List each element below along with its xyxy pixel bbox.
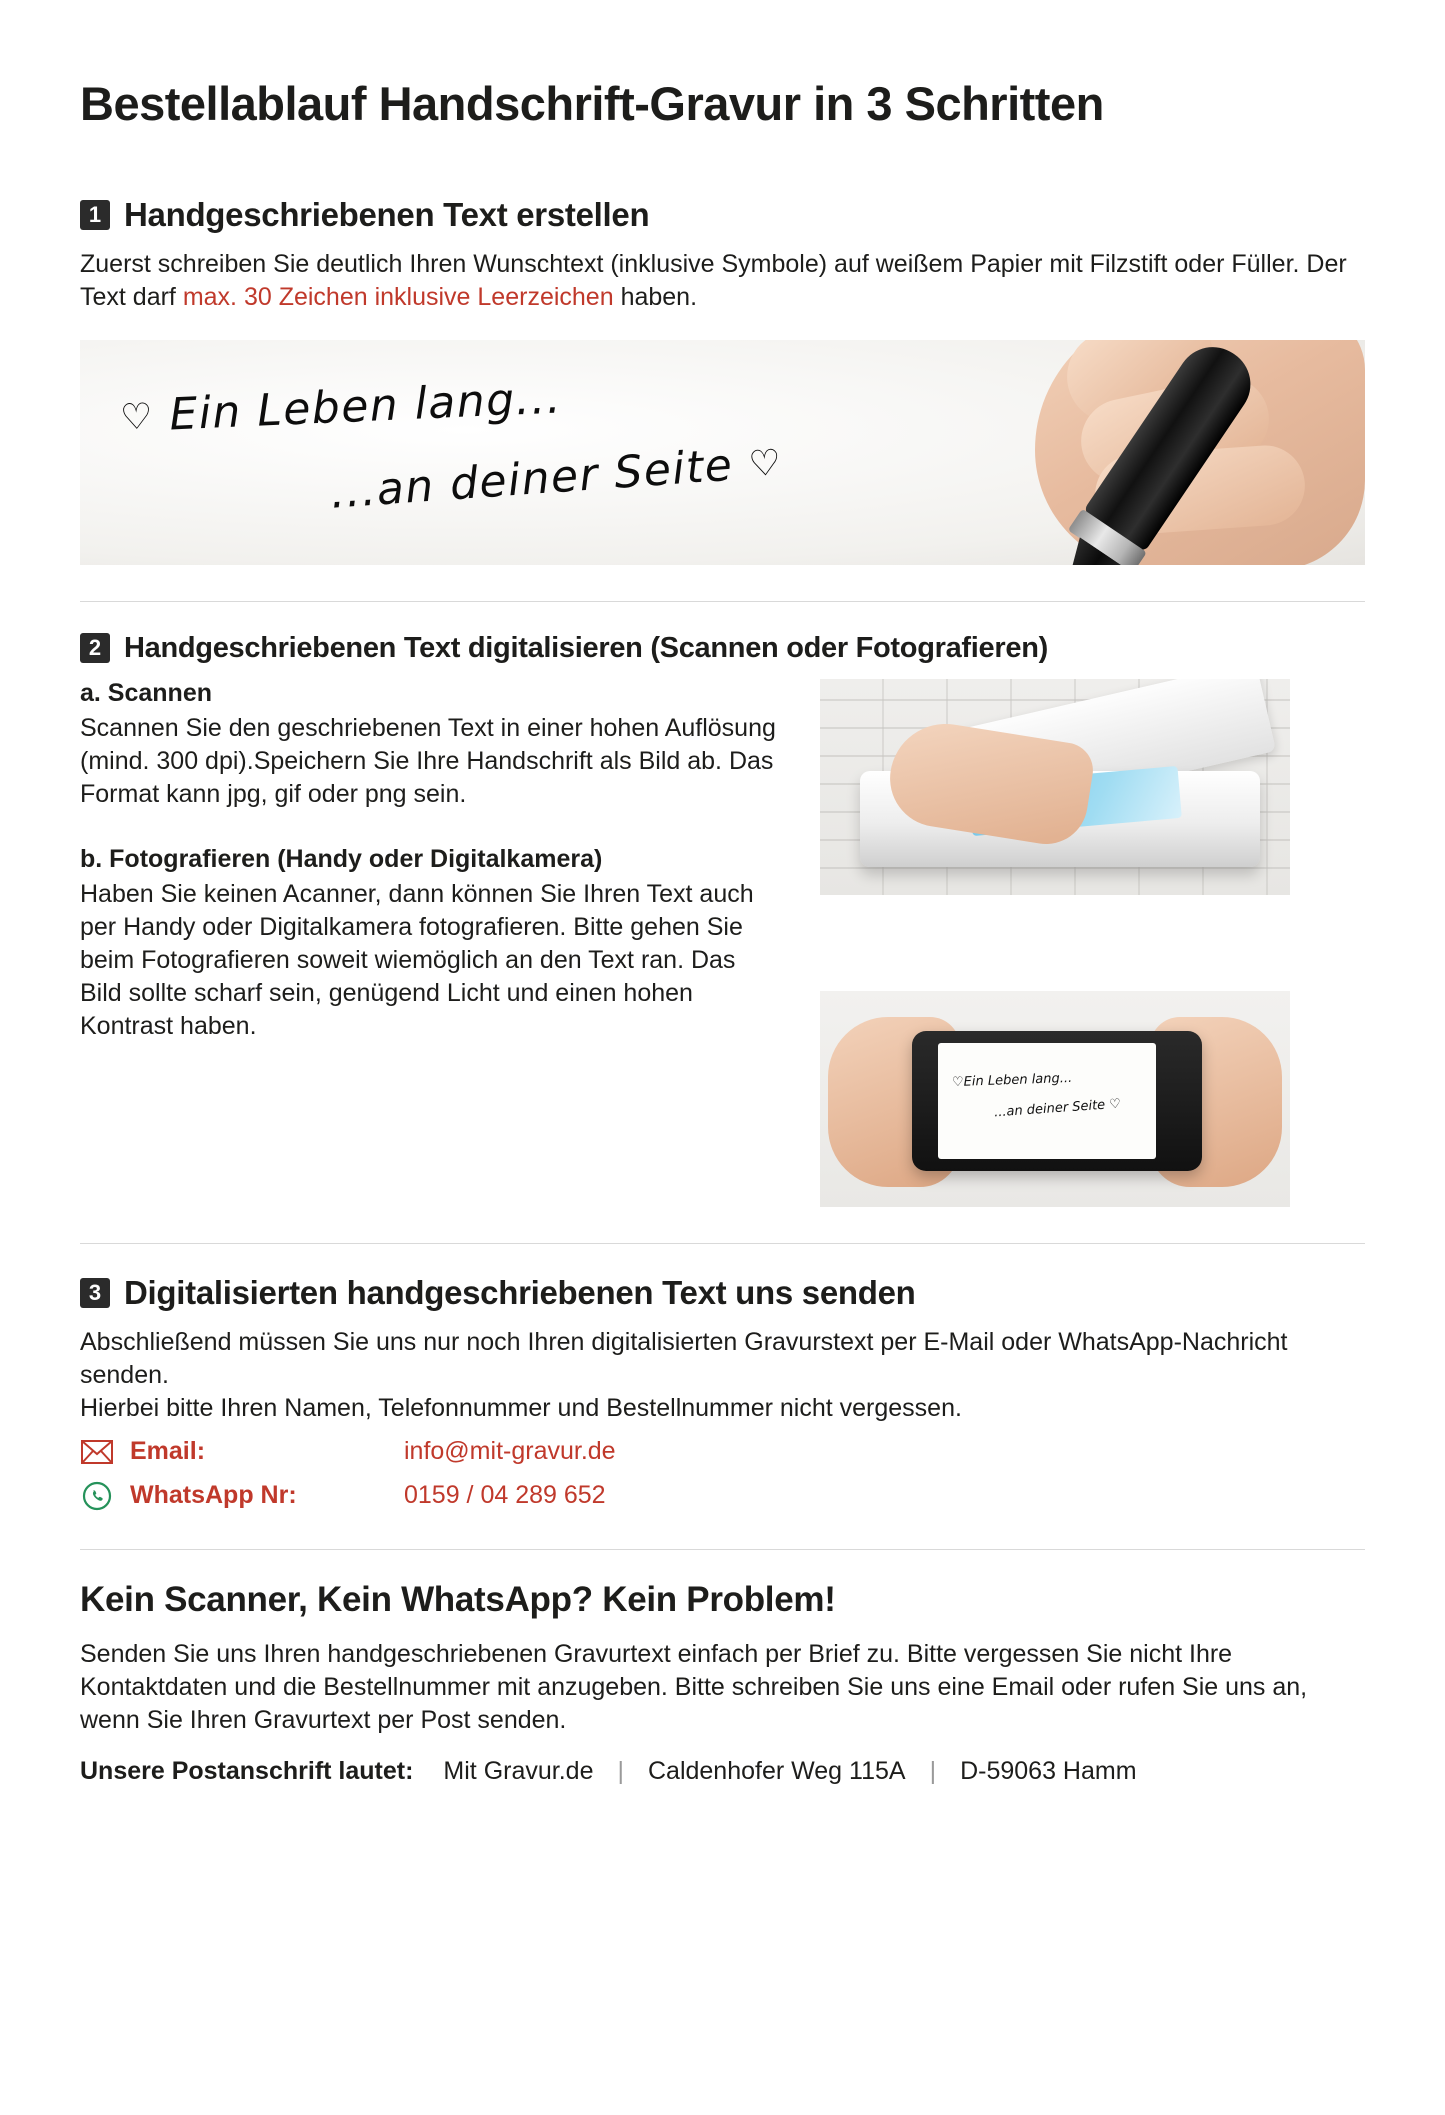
postal-address-street: Caldenhofer Weg 115A — [647, 1756, 906, 1785]
step-1-text-before: Zuerst schreiben Sie deutlich Ihren Wunschtext (inklusive Symbole) auf weißem Papier mit Filzstift oder Füller. Der Text darf — [80, 249, 1347, 311]
document-content — [80, 78, 1365, 1786]
divider-2 — [80, 1243, 1365, 1244]
whatsapp-label: WhatsApp Nr: — [130, 1481, 297, 1510]
step-3-paragraph-1: Abschließend müssen Sie uns nur noch Ihren digitalisierten Gravurstext per E-Mail oder WhatsApp-Nachricht senden. — [80, 1327, 1288, 1389]
heart-icon: ♡ — [119, 395, 155, 439]
handwriting-photo — [80, 340, 1365, 565]
divider-3 — [80, 1549, 1365, 1550]
step-1-text-after: haben. — [613, 282, 698, 311]
step-3-title: Digitalisierten handgeschriebenen Text uns senden — [124, 1273, 916, 1311]
postal-address-row — [80, 1757, 1365, 1786]
footer-text: Senden Sie uns Ihren handgeschriebenen Gravurtext einfach per Brief zu. Bitte vergessen Sie nicht Ihre Kontaktdaten und die Bestellnummer mit anzugeben. Bitte schreiben Sie uns eine Email oder rufen Sie uns an, wenn Sie Ihren Gravurtext per Post senden. — [80, 1639, 1308, 1734]
footer-title: Kein Scanner, Kein WhatsApp? Kein Problem! — [80, 1579, 836, 1619]
step-3-paragraph-2: Hierbei bitte Ihren Namen, Telefonnummer und Bestellnummer nicht vergessen. — [80, 1393, 962, 1422]
step-2b-subtitle: b. Fotografieren (Handy oder Digitalkamera) — [80, 844, 603, 873]
phone-handwriting-line-2: ...an deiner Seite ♡ — [993, 1096, 1122, 1121]
step-1-section — [80, 196, 1365, 565]
postal-separator-2: | — [929, 1756, 937, 1785]
postal-separator-1: | — [617, 1756, 624, 1785]
step-1-highlight: max. 30 Zeichen inklusive Leerzeichen — [182, 282, 614, 311]
heart-icon-2: ♡ — [747, 441, 784, 486]
step-1-text — [80, 248, 1365, 314]
email-value[interactable]: info@mit-gravur.de — [404, 1437, 616, 1466]
smartphone-photo — [820, 991, 1290, 1207]
step-2-title: Handgeschriebenen Text digitalisieren (Scannen oder Fotografieren) — [124, 631, 1048, 664]
postal-address-company: Mit Gravur.de — [443, 1756, 594, 1785]
step-2a-subtitle: a. Scannen — [80, 678, 212, 707]
step-1-header — [80, 196, 1365, 234]
divider-1 — [80, 601, 1365, 602]
phone-handwriting-line-1: ♡Ein Leben lang... — [951, 1070, 1073, 1090]
scanner-photo — [820, 679, 1290, 895]
step-2-columns — [80, 679, 1365, 1207]
step-2a-text: Scannen Sie den geschriebenen Text in einer hohen Auflösung (mind. 300 dpi).Speichern Sie Ihre Handschrift als Bild ab. Das Format kann jpg, gif oder png sein. — [80, 713, 776, 808]
contact-row-whatsapp — [80, 1479, 1365, 1513]
postal-address-label: Unsere Postanschrift lautet: — [80, 1756, 414, 1785]
step-2-section — [80, 632, 1365, 1207]
step-3-number-badge: 3 — [80, 1278, 110, 1308]
step-3-section — [80, 1274, 1365, 1513]
whatsapp-icon — [80, 1479, 114, 1513]
whatsapp-value[interactable]: 0159 / 04 289 652 — [404, 1481, 606, 1510]
step-2-image-column — [820, 679, 1290, 1207]
step-2-number-badge: 2 — [80, 633, 110, 663]
envelope-icon — [80, 1435, 114, 1469]
handwriting-line-1-text: Ein Leben lang... — [168, 372, 564, 441]
email-label: Email: — [130, 1437, 206, 1466]
postal-address-city: D-59063 Hamm — [960, 1756, 1137, 1785]
step-2b-block — [80, 845, 780, 1043]
step-2-text-column — [80, 679, 780, 1077]
step-2a-block — [80, 679, 780, 811]
step-3-header — [80, 1274, 1365, 1312]
footer-section — [80, 1580, 1365, 1786]
step-1-number-badge: 1 — [80, 200, 110, 230]
page-title: Bestellablauf Handschrift-Gravur in 3 Schritten — [80, 77, 1104, 130]
phone-screen — [938, 1043, 1156, 1159]
step-1-title: Handgeschriebenen Text erstellen — [124, 195, 650, 233]
step-2b-text: Haben Sie keinen Acanner, dann können Sie Ihren Text auch per Handy oder Digitalkamera fotografieren. Bitte gehen Sie beim Fotografieren soweit wiemöglich an den Text ran. Das Bild sollte scharf sein, genügend Licht und einen hohen Kontrast haben. — [80, 879, 754, 1040]
contact-row-email — [80, 1435, 1365, 1469]
step-2-header — [80, 632, 1365, 665]
handwriting-line-2-text: ...an deiner Seite — [328, 439, 735, 519]
